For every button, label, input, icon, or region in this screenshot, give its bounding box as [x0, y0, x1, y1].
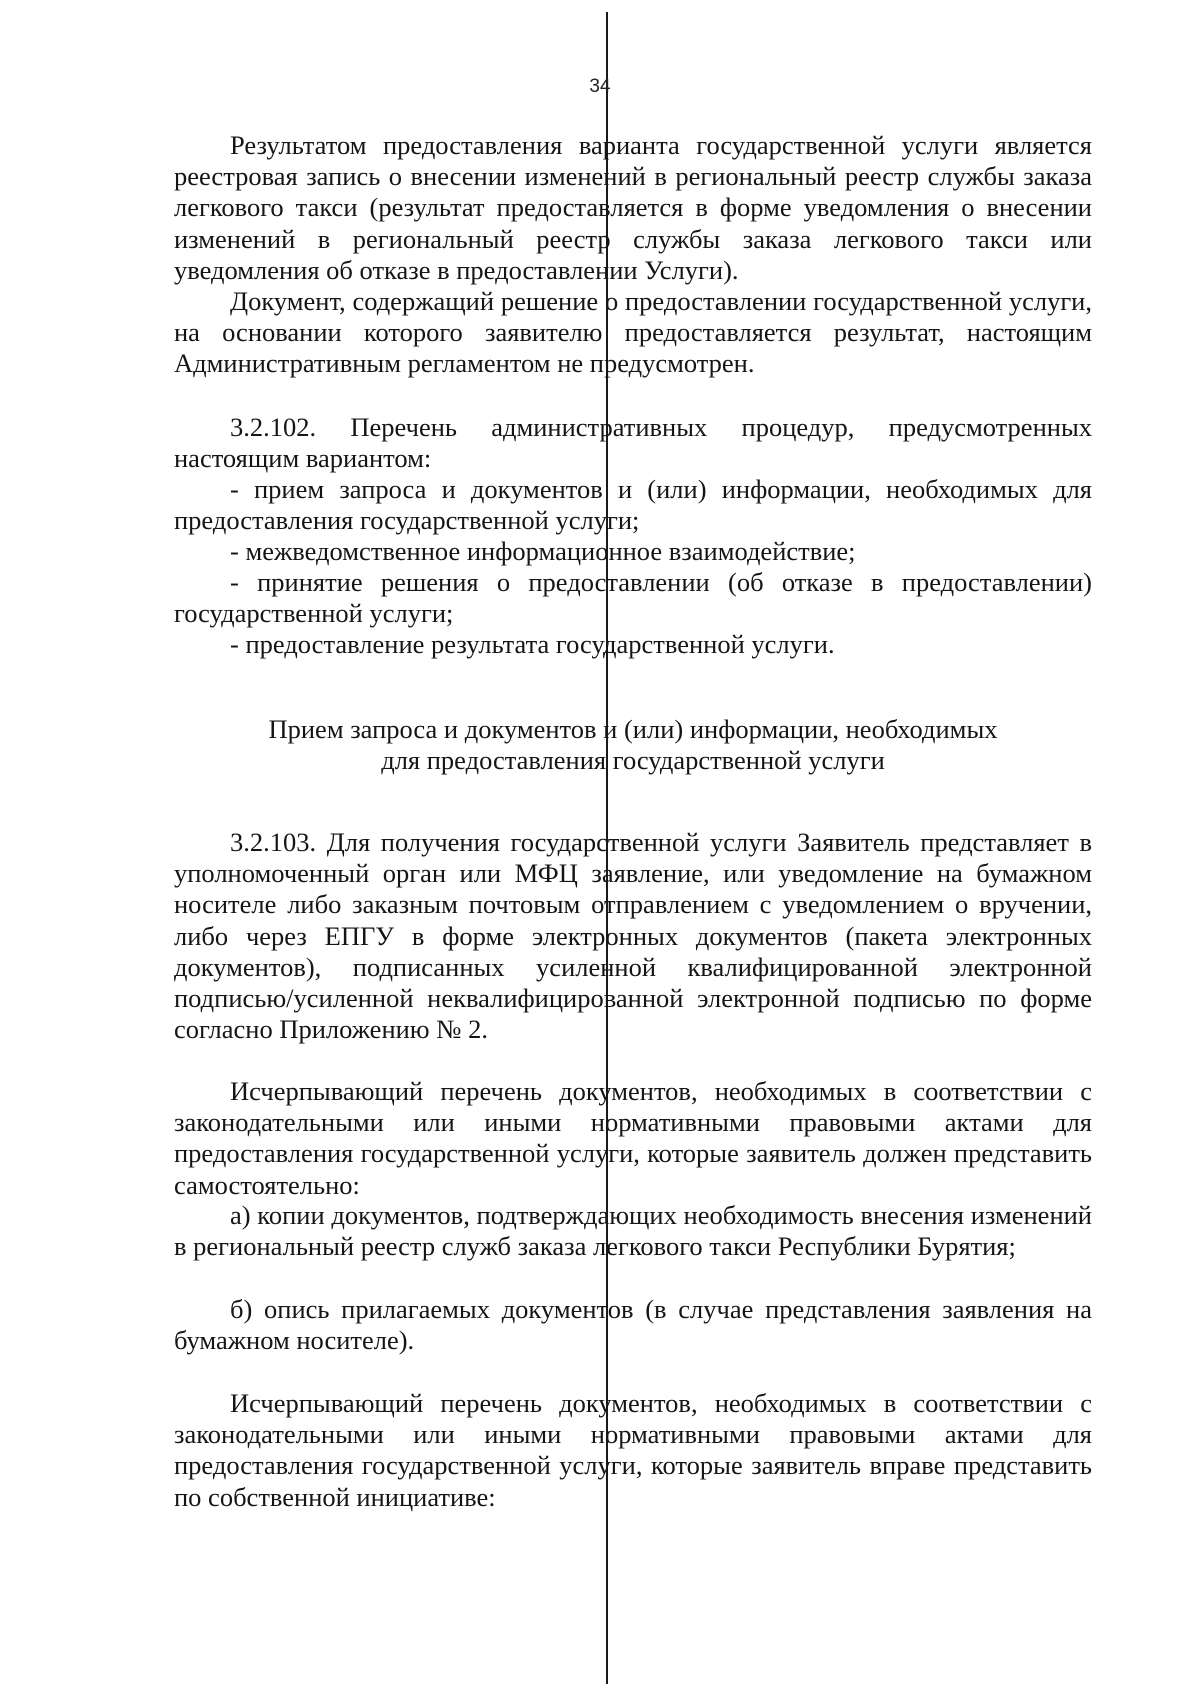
required-documents-intro: Исчерпывающий перечень документов, необходимых в соответствии с законодательными или иными нормативными правовыми актами для предоставления государственной услуги, которые заявитель должен представить самостоятельно:: [174, 1076, 1092, 1200]
section-heading-line-1: Прием запроса и документов и (или) информации, необходимых: [268, 714, 998, 744]
submission-paragraph: 3.2.103. Для получения государственной услуги Заявитель представляет в уполномоченный орган или МФЦ заявление, или уведомление на бумажном носителе либо заказным почтовым отправлением с уведомлением о вручении, либо через ЕПГУ в форме электронных документов (пакета электронных документов), подписанных усиленной квалифицированной электронной подписью/усиленной неквалифицированной электронной подписью по форме согласно Приложению № 2.: [174, 827, 1092, 1045]
section-heading-line-2: для предоставления государственной услуги: [381, 745, 885, 775]
result-paragraph: Результатом предоставления варианта государственной услуги является реестровая запись о внесении изменений в региональный реестр службы заказа легкового такси (результат предоставляется в форме уведомления о внесении изменений в региональный реестр службы заказа легкового такси или уведомления об отказе в предоставлении Услуги).: [174, 130, 1092, 285]
decision-document-paragraph: Документ, содержащий решение о предоставлении государственной услуги, на основании которого заявителю предоставляется результат, настоящим Административным регламентом не предусмотрен.: [174, 286, 1092, 379]
procedure-item: - межведомственное информационное взаимодействие;: [230, 536, 856, 566]
procedures-list-intro: 3.2.102. Перечень административных процедур, предусмотренных настоящим вариантом:: [174, 412, 1092, 474]
procedure-item: - прием запроса и документов и (или) информации, необходимых для предоставления государственной услуги;: [174, 474, 1092, 536]
required-document-item-b: б) опись прилагаемых документов (в случае представления заявления на бумажном носителе).: [174, 1294, 1092, 1356]
procedure-item: - предоставление результата государственной услуги.: [230, 629, 835, 659]
page-number: 34: [589, 76, 611, 97]
optional-documents-intro: Исчерпывающий перечень документов, необходимых в соответствии с законодательными или иными нормативными правовыми актами для предоставления государственной услуги, которые заявитель вправе представить по собственной инициативе:: [174, 1388, 1092, 1512]
required-document-item-a: а) копии документов, подтверждающих необходимость внесения изменений в региональный реестр служб заказа легкового такси Республики Бурятия;: [174, 1200, 1092, 1262]
procedure-item: - принятие решения о предоставлении (об отказе в предоставлении) государственной услуги;: [174, 567, 1092, 629]
